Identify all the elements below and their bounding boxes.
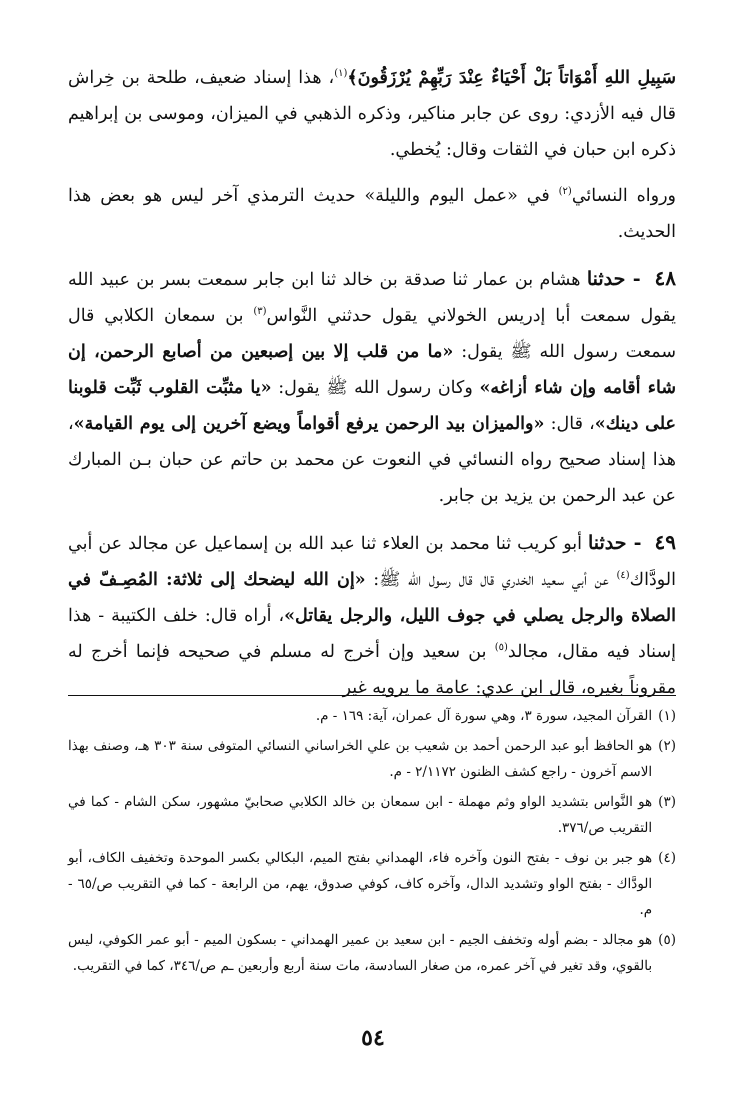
hadith-49-text-1: أبو كريب ثنا محمد بن العلاء ثنا عبد الله بن إسماعيل عن مجالد عن أبي الودَّاك [68, 534, 676, 590]
footnote [68, 845, 676, 923]
footnote [68, 703, 676, 729]
hadith-49-quote-1: «إن الله ليضحك إلى ثلاثة: المُصِـفّ في الصلاة والرجل يصلي في جوف الليل، والرجل يقاتل» [68, 570, 676, 626]
hadith-48-text-1: هشام بن عمار ثنا صدقة بن خالد ثنا ابن جابر سمعت بسر بن عبيد الله يقول سمعت أبا إدريس الخولاني يقول حدثني النَّواس [68, 270, 676, 326]
footnote-text: هو الحافظ أبو عبد الرحمن أحمد بن شعيب بن علي الخراساني النسائي المتوفى سنة ٣٠٣ هـ، وصنف بهذا الاسم آخرون - راجع كشف الظنون ٢/١١٧٢ - م. [68, 738, 653, 780]
footnote [68, 789, 676, 841]
hadith-keyword: حدثنا [587, 532, 627, 554]
hadith-48-text-3: وكان رسول الله ﷺ يقول: [271, 378, 480, 398]
paragraph-2-text-a: ورواه النسائي [571, 186, 676, 206]
footnote-ref-5: (٥) [494, 642, 508, 654]
footnote-text: القرآن المجيد، سورة ٣، وهي سورة آل عمران، آية: ١٦٩ - م. [315, 708, 653, 724]
hadith-48-quote-1: «ما من قلب إلا بين إصبعين من أصابع الرحمن، إن شاء أقامه وإن شاء أزاغه» [68, 342, 676, 398]
footnote-divider [68, 695, 676, 696]
footnotes [68, 703, 676, 983]
hadith-49-text-2: عن أبي سعيد الخدري قال قال رسول الله ﷺ: [365, 570, 617, 590]
hadith-49-text-4: بن سعيد وإن أخرج له مسلم في صحيحه فإنما أخرج له مقروناً بغيره، قال ابن عدي: عامة ما يرويه غير [68, 642, 676, 698]
paragraph-2-text-b: في «عمل اليوم والليلة» حديث الترمذي آخر ليس هو بعض هذا الحديث. [68, 186, 676, 242]
footnote [68, 733, 676, 785]
hadith-48: ٤٨ - حدثنا هشام بن عمار ثنا صدقة بن خالد ثنا ابن جابر سمعت بسر بن عبيد الله يقول سمعت أبا إدريس الخولاني يقول حدثني النَّواس$^{(٣)}$ بن سمعان الكلابي قال سمعت رسول الله ﷺ يقول: «ما من قلب إلا بين إصبعين من أصابع الرحمن، إن شاء أقامه وإن شاء أزاغه» وكان رسول الله ﷺ يقول: «يا مثبِّت القلوب ثَبِّت قلوبنا على دينك»، قال: «والميزان بيد الرحمن يرفع أقواماً ويضع آخرين إلى يوم القيامة»، هذا إسناد صحيح رواه النسائي في النعوت عن محمد بن حاتم عن حبان بـن المبارك عن عبد الرحمن بن يزيد بن جابر. [68, 266, 676, 506]
footnote [68, 927, 676, 979]
hadith-48-quote-3: «والميزان بيد الرحمن يرفع أقواماً ويضع آخرين إلى يوم القيامة» [73, 414, 545, 434]
footnote-text: هو النَّواس بتشديد الواو وثم مهملة - ابن سمعان بن خالد الكلابي صحابيّ مشهور، سكن الشام - كما في التقريب ص/٣٧٦. [68, 794, 653, 836]
hadith-48-text-2: بن سمعان الكلابي قال سمعت رسول الله ﷺ يقول: [68, 306, 676, 362]
paragraph-1-text: ، هذا إسناد ضعيف، طلحة بن خِراش قال فيه الأزدي: روى عن جابر مناكير، وذكره الذهبي في الميزان، وموسى بن إبراهيم ذكره ابن حبان في الثقات وقال: يُخطي. [68, 68, 676, 160]
footnote-ref-1: (١) [334, 68, 348, 80]
hadith-48-text-5: ، هذا إسناد صحيح رواه النسائي في النعوت عن محمد بن حاتم عن حبان بـن المبارك عن عبد الرحمن بن يزيد بن جابر. [68, 414, 676, 506]
footnote-number: (١) [658, 708, 676, 724]
hadith-number: ٤٨ [654, 266, 676, 290]
hadith-keyword: حدثنا [586, 268, 626, 290]
hadith-49: ٤٩ - حدثنا أبو كريب ثنا محمد بن العلاء ثنا عبد الله بن إسماعيل عن مجالد عن أبي الودَّاك$^{(٤)}$ عن أبي سعيد الخدري قال قال رسول الله ﷺ: «إن الله ليضحك إلى ثلاثة: المُصِـفّ في الصلاة والرجل يصلي في جوف الليل، والرجل يقاتل»، أراه قال: خلف الكتيبة - هذا إسناد فيه مقال، مجالد$^{(٥)}$ بن سعيد وإن أخرج له مسلم في صحيحه فإنما أخرج له مقروناً بغيره، قال ابن عدي: عامة ما يرويه غير [68, 530, 676, 698]
hadith-number: ٤٩ [654, 530, 676, 554]
footnote-number: (٣) [658, 794, 676, 810]
footnote-number: (٤) [658, 850, 676, 866]
footnote-ref-3: (٣) [253, 306, 267, 318]
main-text [68, 60, 676, 716]
hadith-49-text-3: ، أراه قال: خلف الكتيبة - هذا إسناد فيه مقال، مجالد [68, 606, 676, 662]
quran-verse: سَبِيلِ اللهِ أَمْوَاتاً بَلْ أَحْيَاءٌ عِنْدَ رَبِّهِمْ يُرْزَقُونَ﴾ [347, 68, 676, 88]
footnote-text: هو مجالد - بضم أوله وتخفف الجيم - ابن سعيد بن عمير الهمداني - بسكون الميم - أبو عمر الكوفي، ليس بالقوي، وقد تغير في آخر عمره، من صغار السادسة، مات سنة أربع وأربعين ـم ص/٣٤٦، كما في التقريب. [68, 932, 653, 974]
footnote-ref-2: (٢) [558, 186, 572, 198]
footnote-number: (٥) [658, 932, 676, 948]
paragraph-1 [68, 60, 676, 168]
footnote-number: (٢) [658, 738, 676, 754]
paragraph-2 [68, 178, 676, 250]
hadith-48-text-4: ، قال: [544, 414, 595, 434]
footnote-ref-4: (٤) [616, 570, 630, 582]
page-number: ٥٤ [361, 1025, 385, 1051]
footnote-text: هو جبر بن نوف - بفتح النون وآخره فاء، الهمداني بفتح الميم، البكالي بكسر الموحدة وتخفيف الكاف، أبو الودَّاك - بفتح الواو وتشديد الدال، وآخره كاف، كوفي صدوق، يهم، من الرابعة - كما في التقريب ص/٦٥ - م. [68, 850, 653, 918]
hadith-48-quote-2: «يا مثبِّت القلوب ثَبِّت قلوبنا على دينك» [68, 378, 676, 434]
